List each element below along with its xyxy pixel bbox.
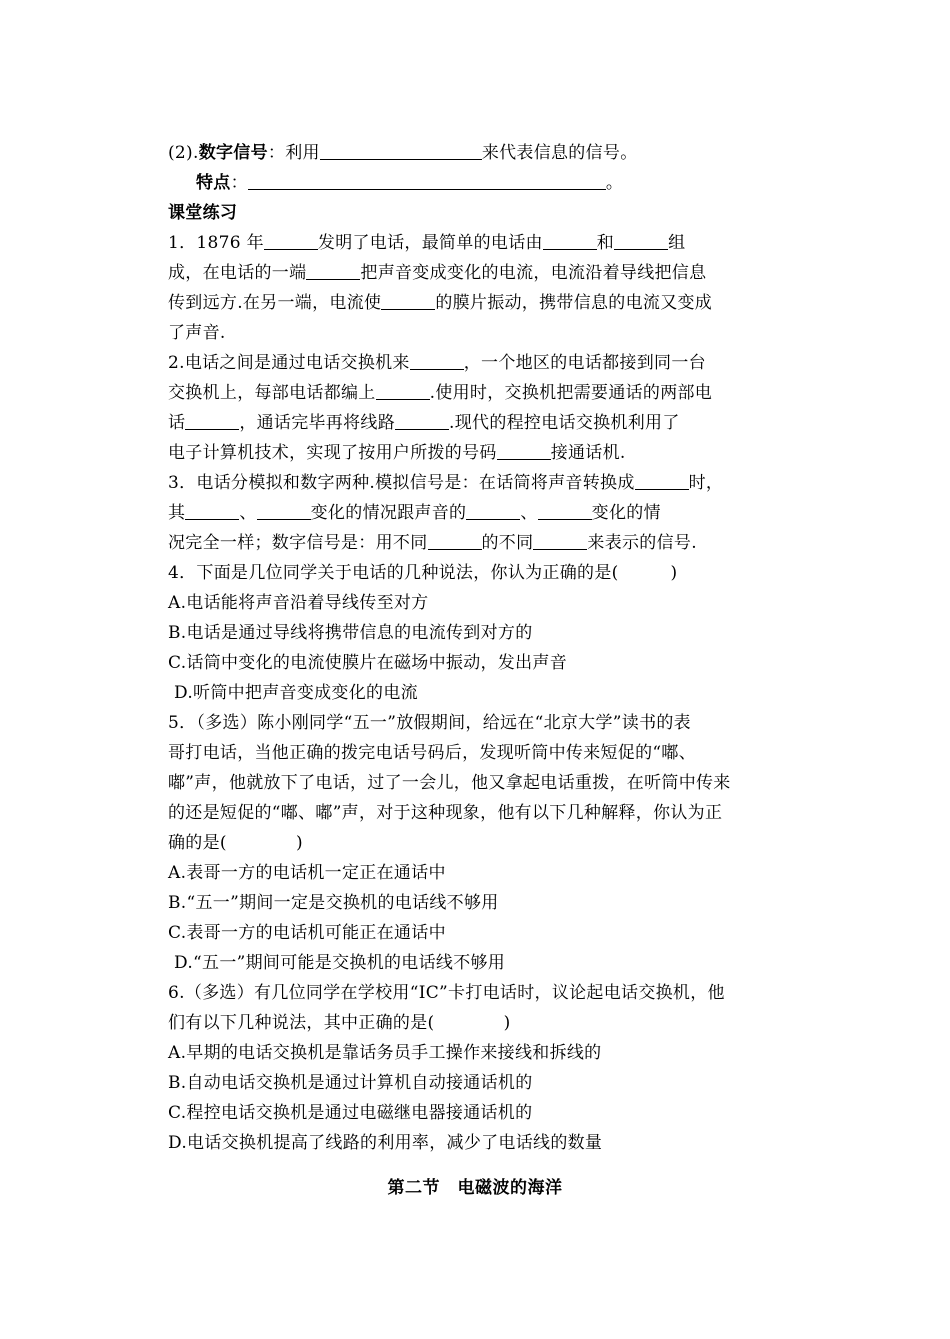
answer-blank[interactable] bbox=[257, 501, 311, 520]
colon: ： bbox=[267, 143, 286, 163]
q4-option-c[interactable]: C.话筒中变化的电流使膜片在磁场中振动，发出声音 bbox=[168, 653, 568, 673]
text: 把声音变成变化的电流，电流沿着导线把信息 bbox=[360, 263, 707, 283]
text: 来表示的信号. bbox=[587, 533, 697, 553]
q5-stem-2: 哥打电话，当他正确的拨完电话号码后，发现听筒中传来短促的“嘟、 bbox=[168, 743, 696, 763]
text: 2.电话之间是通过电话交换机来 bbox=[168, 353, 410, 373]
answer-blank[interactable] bbox=[395, 411, 449, 430]
colon: ： bbox=[230, 173, 248, 193]
text: .使用时，交换机把需要通话的两部电 bbox=[429, 383, 713, 403]
text: 话 bbox=[168, 413, 186, 433]
digital-signal-term: 数字信号 bbox=[198, 143, 268, 163]
text: 组 bbox=[668, 233, 686, 253]
answer-blank[interactable] bbox=[185, 411, 239, 430]
q5-option-d[interactable]: D.“五一”期间可能是交换机的电话线不够用 bbox=[174, 953, 506, 973]
text: 和 bbox=[596, 233, 615, 253]
text: 变化的情 bbox=[591, 503, 661, 523]
text: 。 bbox=[605, 173, 624, 193]
text: 况完全一样；数字信号是：用不同 bbox=[168, 533, 428, 553]
q5-option-a[interactable]: A.表哥一方的电话机一定正在通话中 bbox=[168, 863, 446, 883]
section-heading: 课堂练习 bbox=[168, 203, 238, 223]
answer-blank[interactable] bbox=[306, 261, 360, 280]
text: 变化的情况跟声音的 bbox=[310, 503, 467, 523]
q5-stem-1: 5．（多选）陈小刚同学“五一”放假期间，给远在“北京大学”读书的表 bbox=[168, 713, 691, 733]
answer-blank[interactable] bbox=[614, 231, 668, 250]
answer-blank[interactable] bbox=[410, 351, 464, 370]
feature-line bbox=[196, 168, 816, 198]
answer-blank[interactable] bbox=[497, 441, 551, 460]
q3-line-3 bbox=[168, 528, 788, 558]
answer-blank[interactable] bbox=[185, 501, 239, 520]
answer-blank[interactable] bbox=[543, 231, 597, 250]
text: 3．电话分模拟和数字两种.模拟信号是：在话筒将声音转换成 bbox=[168, 473, 635, 493]
answer-blank[interactable] bbox=[376, 381, 430, 400]
q3-line-1 bbox=[168, 468, 788, 498]
text: 成，在电话的一端 bbox=[168, 263, 307, 283]
q1-line-1 bbox=[168, 228, 788, 258]
text: 的不同 bbox=[481, 533, 534, 553]
q1-line-4: 了声音. bbox=[168, 323, 226, 343]
q4-stem: 4．下面是几位同学关于电话的几种说法，你认为正确的是( ) bbox=[168, 563, 678, 583]
text: 接通话机. bbox=[550, 443, 626, 463]
item-number: (2). bbox=[168, 143, 199, 163]
q2-line-3 bbox=[168, 408, 788, 438]
answer-blank[interactable] bbox=[538, 501, 592, 520]
next-section-title: 第二节 电磁波的海洋 bbox=[387, 1178, 563, 1198]
text: 利用 bbox=[285, 143, 320, 163]
text: 时， bbox=[688, 473, 724, 493]
answer-blank[interactable] bbox=[635, 471, 689, 490]
q6-option-b[interactable]: B.自动电话交换机是通过计算机自动接通话机的 bbox=[168, 1073, 533, 1093]
digital-signal-line bbox=[168, 138, 788, 168]
text: 传到远方.在另一端，电流使 bbox=[168, 293, 382, 313]
q3-line-2 bbox=[168, 498, 788, 528]
answer-blank[interactable] bbox=[466, 501, 520, 520]
q6-option-c[interactable]: C.程控电话交换机是通过电磁继电器接通话机的 bbox=[168, 1103, 533, 1123]
q4-option-a[interactable]: A.电话能将声音沿着导线传至对方 bbox=[168, 593, 429, 613]
answer-blank[interactable] bbox=[381, 291, 435, 310]
q6-stem-1: 6.（多选）有几位同学在学校用“IC”卡打电话时，议论起电话交换机，他 bbox=[168, 983, 725, 1003]
q5-stem-5: 确的是( ) bbox=[168, 833, 303, 853]
q6-option-a[interactable]: A.早期的电话交换机是靠话务员手工操作来接线和拆线的 bbox=[168, 1043, 602, 1063]
text: 电子计算机技术，实现了按用户所拨的号码 bbox=[168, 443, 497, 463]
text: .现代的程控电话交换机利用了 bbox=[449, 413, 680, 433]
answer-blank[interactable] bbox=[533, 531, 587, 550]
q2-line-4 bbox=[168, 438, 788, 468]
answer-blank[interactable] bbox=[264, 231, 318, 250]
text: ，一个地区的电话都接到同一台 bbox=[463, 353, 706, 373]
q1-line-2 bbox=[168, 258, 788, 288]
text: ，通话完毕再将线路 bbox=[239, 413, 396, 433]
text: 的膜片振动，携带信息的电流又变成 bbox=[435, 293, 713, 313]
q1-line-3 bbox=[168, 288, 788, 318]
answer-blank[interactable] bbox=[320, 141, 482, 160]
text: 来代表信息的信号。 bbox=[481, 143, 638, 163]
q5-stem-4: 的还是短促的“嘟、嘟”声，对于这种现象，他有以下几种解释，你认为正 bbox=[168, 803, 723, 823]
q5-stem-3: 嘟”声，他就放下了电话，过了一会儿，他又拿起电话重拨，在听筒中传来 bbox=[168, 773, 731, 793]
answer-blank[interactable] bbox=[428, 531, 482, 550]
text: 其 bbox=[168, 503, 186, 523]
q5-option-c[interactable]: C.表哥一方的电话机可能正在通话中 bbox=[168, 923, 446, 943]
q2-line-1 bbox=[168, 348, 788, 378]
text: 、 bbox=[520, 503, 538, 523]
text: 交换机上，每部电话都编上 bbox=[168, 383, 376, 403]
q4-option-d[interactable]: D.听筒中把声音变成变化的电流 bbox=[174, 683, 418, 703]
q6-stem-2: 们有以下几种说法，其中正确的是( ) bbox=[168, 1013, 511, 1033]
q4-option-b[interactable]: B.电话是通过导线将携带信息的电流传到对方的 bbox=[168, 623, 533, 643]
feature-label: 特点 bbox=[196, 173, 231, 193]
answer-blank[interactable] bbox=[248, 171, 606, 190]
text: 发明了电话，最简单的电话由 bbox=[317, 233, 543, 253]
text: 、 bbox=[239, 503, 257, 523]
q6-option-d[interactable]: D.电话交换机提高了线路的利用率，减少了电话线的数量 bbox=[168, 1133, 603, 1153]
q2-line-2 bbox=[168, 378, 788, 408]
q5-option-b[interactable]: B.“五一”期间一定是交换机的电话线不够用 bbox=[168, 893, 499, 913]
text: 1．1876 年 bbox=[168, 233, 264, 253]
